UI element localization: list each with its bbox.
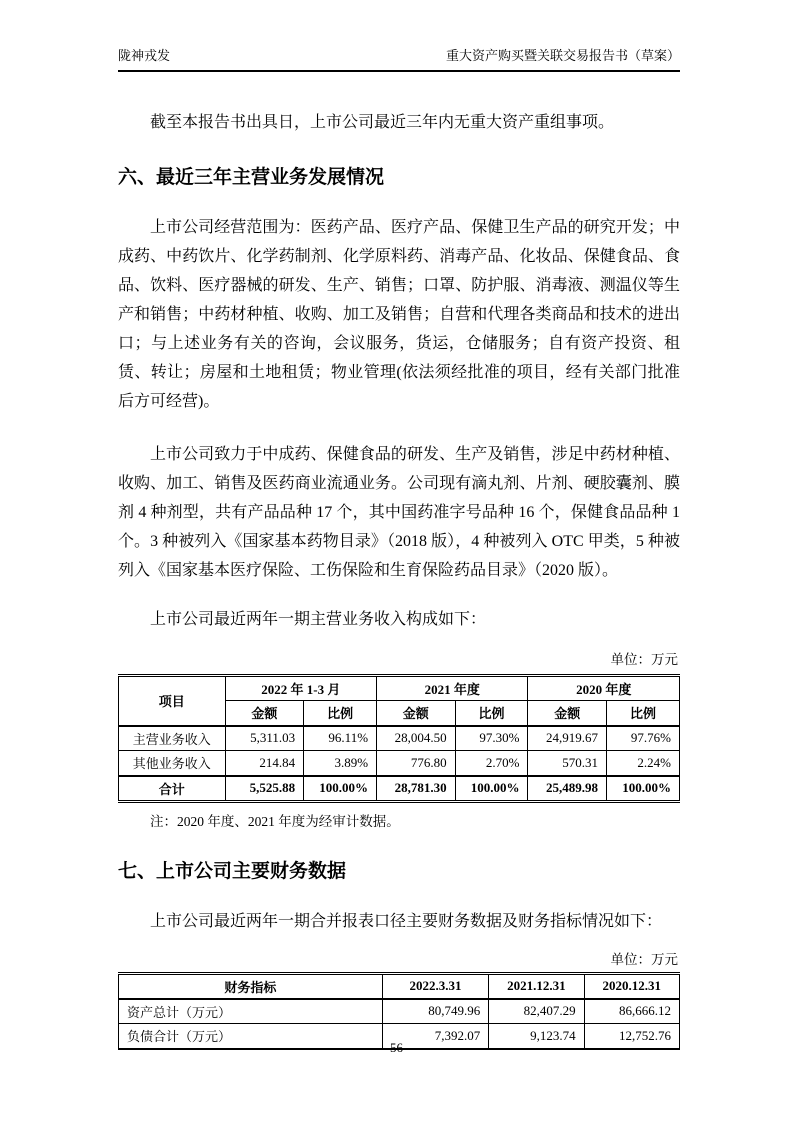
financial-table	[118, 972, 680, 1050]
page-number: 56	[390, 1040, 403, 1055]
cell-value: 12,752.76	[584, 1024, 679, 1049]
cell-value: 100.00%	[607, 776, 680, 802]
table-row	[119, 726, 680, 751]
financial-table-header-row	[119, 973, 680, 999]
subheader-ratio: 比例	[607, 701, 680, 726]
row-label: 合计	[119, 776, 226, 802]
revenue-table-note: 注：2020 年度、2021 年度为经审计数据。	[150, 813, 400, 829]
revenue-table-corner-header: 项目	[119, 676, 226, 726]
section6-paragraph-business-scope: 上市公司经营范围为：医药产品、医疗产品、保健卫生产品的研究开发；中成药、中药饮片、化学药制剂、化学原料药、消毒产品、化妆品、保健食品、食品、饮料、医疗器械的研发、生产、销售；口罩、防护服、消毒液、测温仪等生产和销售；中药材种植、收购、加工及销售；自营和代理各类商品和技术的进出口；与上述业务有关的咨询，会议服务，货运，仓储服务；自有资产投资、租赁、转让；房屋和土地租赁；物业管理(依法须经批准的项目，经有关部门批准后方可经营)。	[118, 219, 680, 410]
section6-paragraph-table-lead: 上市公司最近两年一期主营业务收入构成如下：	[150, 611, 487, 628]
cell-value: 776.80	[377, 751, 456, 776]
revenue-table-body	[119, 726, 680, 802]
revenue-table-period-2022: 2022 年 1-3 月	[225, 676, 376, 701]
cell-value: 25,489.98	[528, 776, 607, 802]
financial-table-header-2021: 2021.12.31	[489, 973, 584, 999]
unit-label-revenue: 单位：万元	[610, 652, 678, 667]
revenue-table-period-2021: 2021 年度	[377, 676, 528, 701]
row-label: 主营业务收入	[119, 726, 226, 751]
revenue-table-header-row-periods	[119, 676, 680, 701]
cell-value: 80,749.96	[382, 999, 489, 1024]
cell-value: 24,919.67	[528, 726, 607, 751]
cell-value: 5,311.03	[225, 726, 304, 751]
subheader-ratio: 比例	[304, 701, 377, 726]
header-company-name: 陇神戎发	[118, 48, 171, 63]
page-header	[118, 0, 680, 72]
cell-value: 7,392.07	[382, 1024, 489, 1049]
table-row	[119, 751, 680, 776]
unit-label-financial: 单位：万元	[610, 951, 678, 967]
cell-value: 100.00%	[304, 776, 377, 802]
cell-value: 2.70%	[455, 751, 528, 776]
row-label: 资产总计（万元）	[119, 999, 383, 1024]
cell-value: 3.89%	[304, 751, 377, 776]
cell-value: 96.11%	[304, 726, 377, 751]
subheader-ratio: 比例	[455, 701, 528, 726]
subheader-amount: 金额	[377, 701, 456, 726]
cell-value: 97.76%	[607, 726, 680, 751]
cell-value: 570.31	[528, 751, 607, 776]
header-report-title: 重大资产购买暨关联交易报告书（草案）	[445, 48, 680, 63]
financial-table-header-indicator: 财务指标	[119, 973, 383, 999]
cell-value: 100.00%	[455, 776, 528, 802]
row-label: 负债合计（万元）	[119, 1024, 383, 1049]
section7-title: 七、上市公司主要财务数据	[118, 860, 347, 882]
table-row	[119, 776, 680, 802]
cell-value: 28,004.50	[377, 726, 456, 751]
subheader-amount: 金额	[225, 701, 304, 726]
intro-paragraph: 截至本报告书出具日，上市公司最近三年内无重大资产重组事项。	[150, 114, 615, 131]
financial-table-header-2020: 2020.12.31	[584, 973, 679, 999]
table-row	[119, 999, 680, 1024]
section7-paragraph-table-lead: 上市公司最近两年一期合并报表口径主要财务数据及财务指标情况如下：	[150, 912, 663, 930]
financial-table-header-2022: 2022.3.31	[382, 973, 489, 999]
subheader-amount: 金额	[528, 701, 607, 726]
cell-value: 82,407.29	[489, 999, 584, 1024]
cell-value: 214.84	[225, 751, 304, 776]
section6-paragraph-products: 上市公司致力于中成药、保健食品的研发、生产及销售，涉足中药材种植、收购、加工、销售及医药商业流通业务。公司现有滴丸剂、片剂、硬胶囊剂、膜剂 4 种剂型，共有产品品种 17 个，其中国药准字号品种 16 个，保健食品品种 1 个。3 种被列入《国家基本药物目录》（2018 版），4 种被列入 OTC 甲类，5 种被列入《国家基本医疗保险、工伤保险和生育保险药品目录》（2020 版）。	[118, 446, 680, 579]
cell-value: 86,666.12	[584, 999, 679, 1024]
revenue-table	[118, 674, 680, 803]
section6-title: 六、最近三年主营业务发展情况	[118, 167, 385, 188]
cell-value: 9,123.74	[489, 1024, 584, 1049]
cell-value: 2.24%	[607, 751, 680, 776]
cell-value: 28,781.30	[377, 776, 456, 802]
row-label: 其他业务收入	[119, 751, 226, 776]
revenue-table-period-2020: 2020 年度	[528, 676, 680, 701]
cell-value: 97.30%	[455, 726, 528, 751]
cell-value: 5,525.88	[225, 776, 304, 802]
